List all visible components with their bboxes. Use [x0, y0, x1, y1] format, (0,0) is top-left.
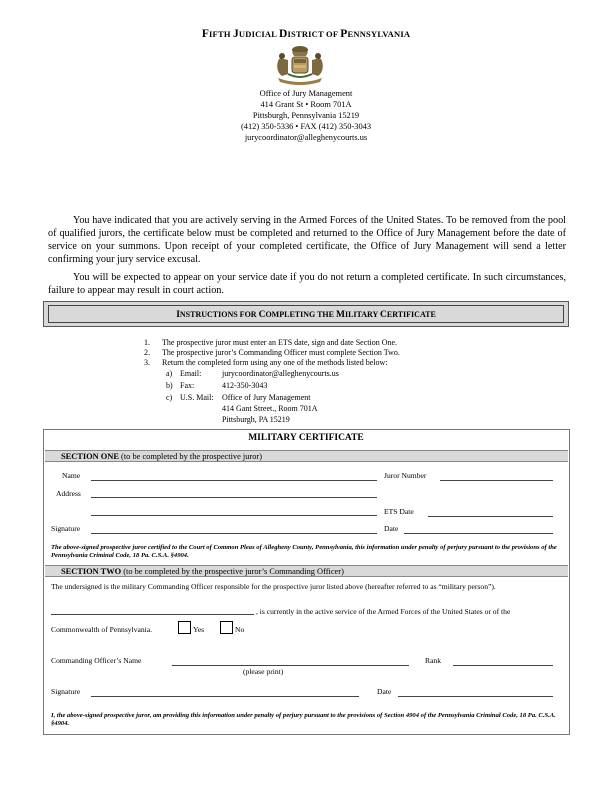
address-field-1[interactable] [91, 497, 377, 498]
no-checkbox[interactable] [220, 621, 233, 634]
cap: C [380, 310, 387, 320]
section-two-intro: The undersigned is the military Commanding Officer responsible for the prospective juror listed above (hereafter referred to as “military person”). [51, 582, 496, 591]
certificate-title: MILITARY CERTIFICATE [248, 433, 364, 443]
cap: M [335, 310, 345, 320]
section-two-head: SECTION TWO [61, 567, 122, 576]
section-two-attestation: I, the above-signed prospective juror, am providing this information under penalty of perjury pursuant to the provisions of Section 4904 of the Pennsylvania Criminal Code, 18 Pa. C.S.A. §4904. [51, 712, 556, 727]
method-key-b: b) [166, 381, 173, 390]
instruction-num-1: 1. [144, 338, 150, 347]
district-title [0, 28, 612, 40]
method-email-link[interactable]: jurycoordinator@alleghenycourts.us [222, 369, 339, 378]
date-field[interactable] [404, 533, 553, 534]
instruction-num-3: 3. [144, 358, 150, 367]
method-label-mail: U.S. Mail: [180, 393, 214, 402]
section-two-band [45, 565, 568, 577]
ets-date-label: ETS Date [384, 507, 414, 516]
officer-date-field[interactable] [398, 696, 553, 697]
method-key-c: c) [166, 393, 173, 402]
name-field[interactable] [91, 480, 377, 481]
pennsylvania-seal-icon [270, 44, 330, 88]
small: ERTIFICATE [386, 310, 436, 319]
title-initial: P [340, 28, 348, 40]
officer-signature-field[interactable] [91, 696, 359, 697]
no-label: No [235, 625, 245, 634]
method-mail-line3: Pittsburgh, PA 15219 [222, 415, 290, 424]
commanding-officer-name-label: Commanding Officer’s Name [51, 656, 142, 665]
address-label: Address [56, 489, 81, 498]
title-part: ENNSYLVANIA [347, 29, 411, 39]
address-field-2[interactable] [91, 515, 377, 516]
officer-date-label: Date [377, 687, 392, 696]
title-part: UDICIAL [238, 29, 280, 39]
juror-number-label: Juror Number [384, 471, 427, 480]
method-label-fax: Fax: [180, 381, 195, 390]
office-city: Pittsburgh, Pennsylvania 15219 [252, 111, 360, 120]
ets-date-field[interactable] [428, 516, 553, 517]
title-initial: J [232, 28, 239, 40]
date-label: Date [384, 524, 399, 533]
section-two-note: (to be completed by the prospective juror’s Commanding Officer) [121, 567, 344, 576]
office-name: Office of Jury Management [259, 89, 353, 98]
yes-checkbox[interactable] [178, 621, 191, 634]
cap: I [176, 310, 180, 320]
section-one-note: (to be completed by the prospective juror) [118, 452, 262, 461]
military-person-field[interactable] [51, 614, 254, 615]
please-print-note: (please print) [243, 667, 284, 676]
warning-paragraph: You will be expected to appear on your service date if you do not return a completed certificate. In such circumstances, failure to appear may result in court action. [48, 272, 566, 296]
yes-label: Yes [193, 625, 205, 634]
small: ILITARY [344, 310, 381, 319]
instruction-num-2: 2. [144, 348, 150, 357]
method-mail-line1: Office of Jury Management [222, 393, 311, 402]
commanding-officer-name-field[interactable] [172, 665, 409, 666]
small: OMPLETING THE [265, 310, 336, 319]
commonwealth-text: Commonwealth of Pennsylvania. [51, 625, 153, 634]
method-label-email: Email: [180, 369, 202, 378]
office-phones: (412) 350-5336 • FAX (412) 350-3043 [240, 122, 372, 131]
title-part: IFTH [209, 29, 233, 39]
cap: C [258, 310, 266, 320]
title-initial: D [279, 28, 288, 40]
method-mail-line2: 414 Gant Street., Room 701A [222, 404, 318, 413]
title-part: ISTRICT OF [287, 29, 341, 39]
instructions-title [48, 305, 564, 323]
method-fax-value: 412-350-3043 [222, 381, 268, 390]
instruction-text-2: The prospective juror’s Commanding Officer must complete Section Two. [162, 348, 400, 357]
signature-label: Signature [51, 524, 81, 533]
name-label: Name [62, 471, 81, 480]
section-one-attestation: The above-signed prospective juror certified to the Court of Common Pleas of Allegheny County, Pennsylvania, this information under penalty of perjury pursuant to the provisions of the Pennsylvania Criminal Code, 18 Pa. C.S.A. §4904. [51, 544, 557, 559]
method-key-a: a) [166, 369, 173, 378]
juror-number-field[interactable] [440, 480, 553, 481]
title-initial: F [201, 28, 210, 40]
instruction-text-1: The prospective juror must enter an ETS date, sign and date Section One. [162, 338, 398, 347]
office-email: jurycoordinator@alleghenycourts.us [244, 133, 368, 142]
section-one-head: SECTION ONE [61, 452, 119, 461]
section-one-band [45, 450, 568, 462]
small: NSTRUCTIONS FOR [179, 310, 259, 319]
rank-label: Rank [425, 656, 442, 665]
officer-signature-label: Signature [51, 687, 81, 696]
rank-field[interactable] [453, 665, 553, 666]
instructions-header-box [43, 301, 569, 327]
office-street: 414 Grant St • Room 701A [260, 100, 352, 109]
signature-field[interactable] [91, 533, 377, 534]
active-service-text: , is currently in the active service of the Armed Forces of the United States or of the [256, 607, 511, 616]
intro-paragraph: You have indicated that you are actively serving in the Armed Forces of the United States. To be removed from the pool of qualified jurors, the certificate below must be completed and returned to the Office of Jury Management before the date of service on your summons. Upon receipt of your completed certificate, the Office of Jury Management will send a letter confirming your jury service excusal. [48, 215, 566, 265]
instruction-text-3: Return the completed form using any one of the methods listed below: [162, 358, 388, 367]
